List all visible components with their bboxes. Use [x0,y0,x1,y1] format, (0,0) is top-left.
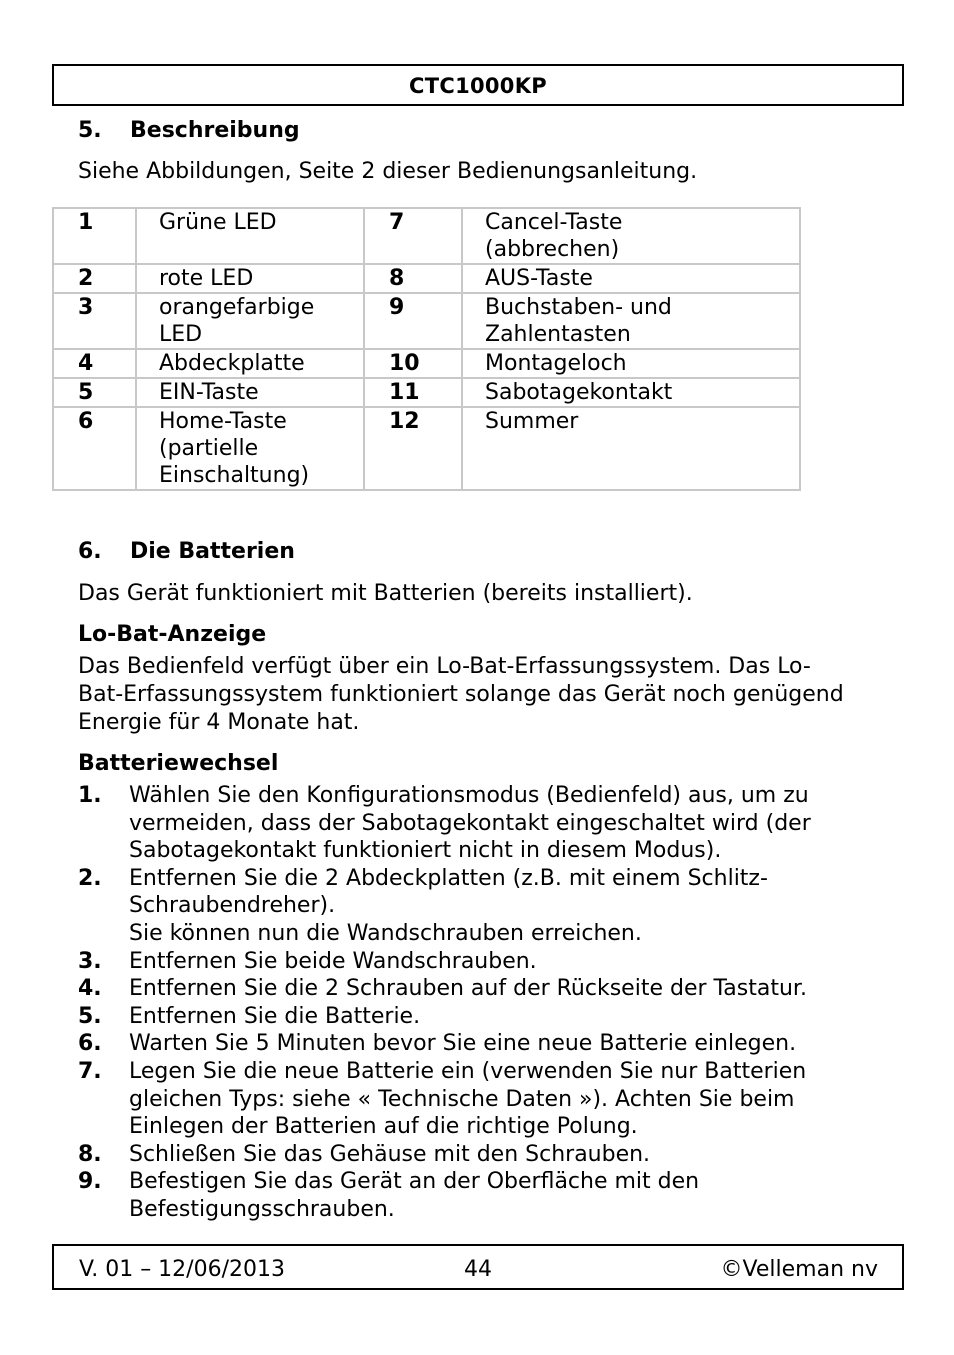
step-number: 1. [78,783,102,808]
part-number: 10 [364,349,462,378]
step-number: 9. [78,1169,102,1195]
part-label: rote LED [136,264,364,293]
document-title: CTC1000KP [409,74,547,98]
parts-table-row [53,293,800,349]
list-item [78,1030,878,1058]
part-label: AUS-Taste [462,264,800,293]
section-5-title: Beschreibung [130,118,300,143]
section-6-number: 6. [78,539,102,564]
step-number: 6. [78,1031,102,1057]
part-label: Buchstaben- und Zahlentasten [462,293,800,349]
part-label: Cancel-Taste (abbrechen) [462,208,800,264]
footer-version: V. 01 – 12/06/2013 [79,1257,285,1282]
part-label: Montageloch [462,349,800,378]
step-text: Warten Sie 5 Minuten bevor Sie eine neue Batterie einlegen. [129,1031,797,1057]
part-number: 7 [364,208,462,264]
part-number: 5 [53,378,136,407]
step-text: Schließen Sie das Gehäuse mit den Schrauben. [129,1141,651,1167]
part-number: 2 [53,264,136,293]
step-number: 2. [78,865,102,891]
footer-copyright: ©Velleman nv [720,1257,878,1282]
parts-table [52,207,801,491]
step-text: Wählen Sie den Konfigurationsmodus (Bedienfeld) aus, um zu vermeiden, dass der Sabotagekontakt eingeschaltet wird (der Sabotagekontakt funktioniert nicht in diesem Modus). [129,783,811,864]
step-text: Entfernen Sie beide Wandschrauben. [129,948,537,974]
part-label: Grüne LED [136,208,364,264]
part-label: Sabotagekontakt [462,378,800,407]
part-number: 4 [53,349,136,378]
step-number: 4. [78,976,102,1002]
step-text: Entfernen Sie die 2 Abdeckplatten (z.B. mit einem Schlitz- Schraubendreher). Sie können nun die Wandschrauben erreichen. [129,865,768,946]
step-text: Entfernen Sie die 2 Schrauben auf der Rückseite der Tastatur. [129,976,807,1002]
lobat-text-line: Das Bedienfeld verfügt über ein Lo-Bat-Erfassungssystem. Das Lo- [78,654,811,679]
header-box [52,64,904,106]
section-5-number: 5. [78,118,102,143]
parts-table-row [53,264,800,293]
part-number: 3 [53,293,136,349]
list-item [78,975,878,1003]
list-item [78,865,878,948]
step-number: 5. [78,1003,102,1029]
part-label: Abdeckplatte [136,349,364,378]
footer-page-number: 44 [464,1257,492,1282]
part-label: Summer [462,407,800,490]
lobat-text-line: Energie für 4 Monate hat. [78,710,360,735]
part-number: 6 [53,407,136,490]
battery-change-steps [78,782,878,1224]
list-item [78,782,878,865]
list-item [78,1058,878,1141]
parts-table-row [53,208,800,264]
parts-table-row [53,407,800,490]
footer-box [52,1244,904,1290]
section-6-title: Die Batterien [130,539,295,564]
part-number: 9 [364,293,462,349]
section-6-intro: Das Gerät funktioniert mit Batterien (bereits installiert). [78,581,693,606]
step-number: 7. [78,1058,102,1084]
part-number: 11 [364,378,462,407]
part-number: 8 [364,264,462,293]
lobat-heading: Lo-Bat-Anzeige [78,622,267,647]
part-label: EIN-Taste [136,378,364,407]
list-item [78,1141,878,1169]
parts-table-row [53,378,800,407]
list-item [78,1003,878,1031]
step-text: Entfernen Sie die Batterie. [129,1003,421,1029]
list-item [78,948,878,976]
step-number: 8. [78,1141,102,1167]
step-text: Legen Sie die neue Batterie ein (verwenden Sie nur Batterien gleichen Typs: siehe « Technische Daten »). Achten Sie beim Einlegen der Batterien auf die richtige Polung. [129,1058,807,1140]
section-5-intro: Siehe Abbildungen, Seite 2 dieser Bedienungsanleitung. [78,159,698,184]
step-text: Befestigen Sie das Gerät an der Oberfläche mit den Befestigungsschrauben. [129,1169,700,1222]
part-label: orangefarbige LED [136,293,364,349]
part-number: 1 [53,208,136,264]
list-item [78,1168,878,1223]
part-number: 12 [364,407,462,490]
lobat-text-line: Bat-Erfassungssystem funktioniert solange das Gerät noch genügend [78,682,844,707]
parts-table-row [53,349,800,378]
part-label: Home-Taste (partielle Einschaltung) [136,407,364,490]
battery-change-heading: Batteriewechsel [78,751,279,776]
step-number: 3. [78,948,102,974]
